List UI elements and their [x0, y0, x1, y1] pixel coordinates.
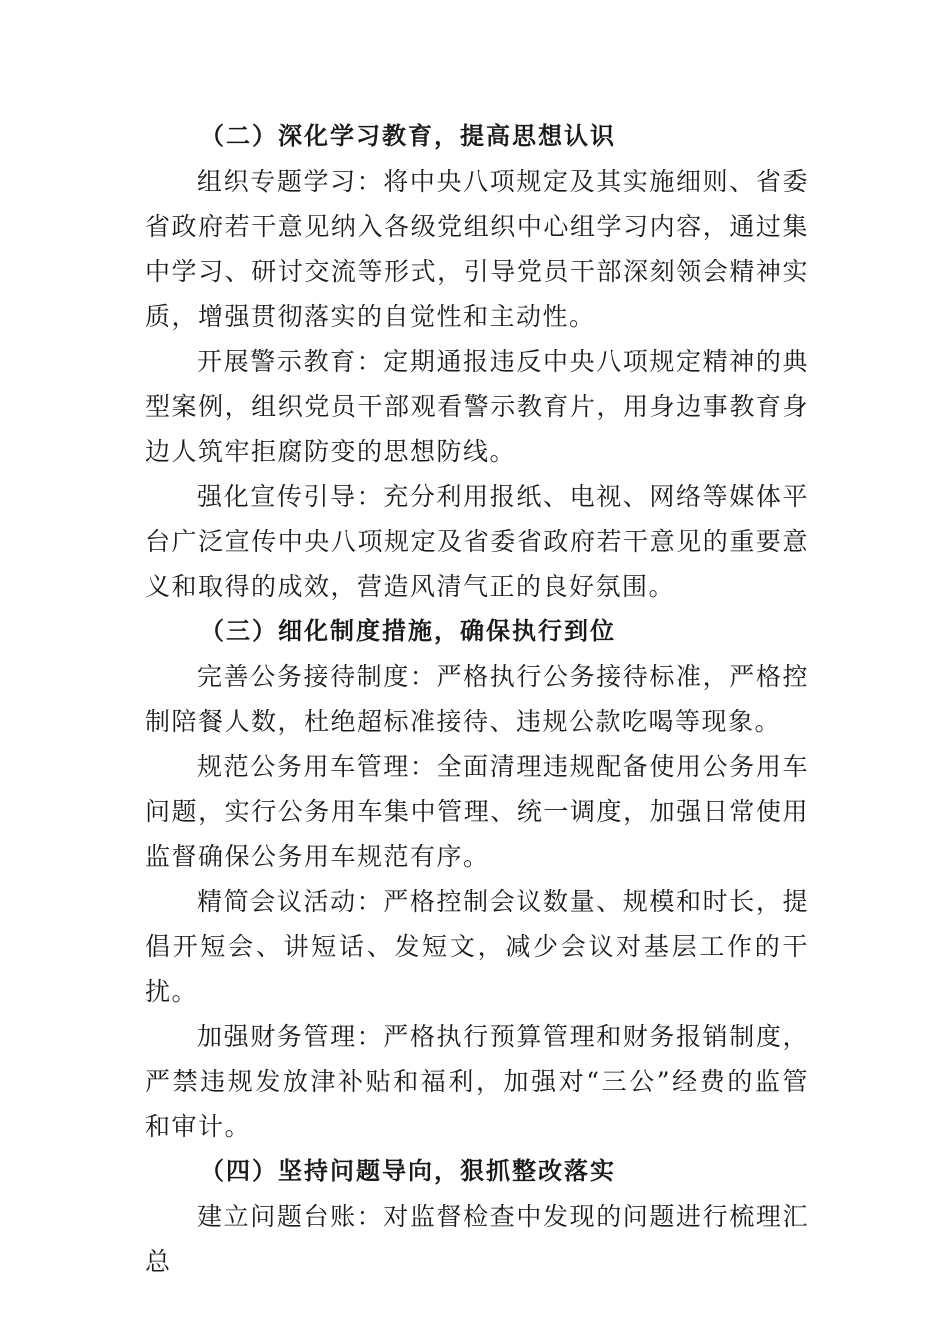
section-heading-4: （四）坚持问题导向，狠抓整改落实	[200, 1157, 616, 1185]
document-body	[145, 114, 809, 1284]
section-heading-3: （三）细化制度措施，确保执行到位	[200, 617, 616, 645]
paragraph-warning-education: 开展警示教育：定期通报违反中央八项规定精神的典型案例，组织党员干部观看警示教育片，用身边事教育身边人筑牢拒腐防变的思想防线。	[145, 347, 809, 466]
paragraph-organize-study: 组织专题学习：将中央八项规定及其实施细则、省委省政府若干意见纳入各级党组织中心组学习内容，通过集中学习、研讨交流等形式，引导党员干部深刻领会精神实质，增强贯彻落实的自觉性和主动性。	[145, 167, 809, 331]
paragraph-reception-system: 完善公务接待制度：严格执行公务接待标准，严格控制陪餐人数，杜绝超标准接待、违规公款吃喝等现象。	[145, 662, 809, 736]
section-heading-2: （二）深化学习教育，提高思想认识	[200, 122, 616, 150]
paragraph-publicity-guidance: 强化宣传引导：充分利用报纸、电视、网络等媒体平台广泛宣传中央八项规定及省委省政府若干意见的重要意义和取得的成效，营造风清气正的良好氛围。	[145, 482, 809, 601]
paragraph-financial-management: 加强财务管理：严格执行预算管理和财务报销制度，严禁违规发放津补贴和福利，加强对“三公”经费的监管和审计。	[145, 1022, 809, 1141]
paragraph-problem-ledger: 建立问题台账：对监督检查中发现的问题进行梳理汇总	[145, 1202, 809, 1276]
paragraph-streamline-meetings: 精简会议活动：严格控制会议数量、规模和时长，提倡开短会、讲短话、发短文，减少会议对基层工作的干扰。	[145, 887, 809, 1006]
paragraph-official-vehicles: 规范公务用车管理：全面清理违规配备使用公务用车问题，实行公务用车集中管理、统一调度，加强日常使用监督确保公务用车规范有序。	[145, 752, 809, 871]
